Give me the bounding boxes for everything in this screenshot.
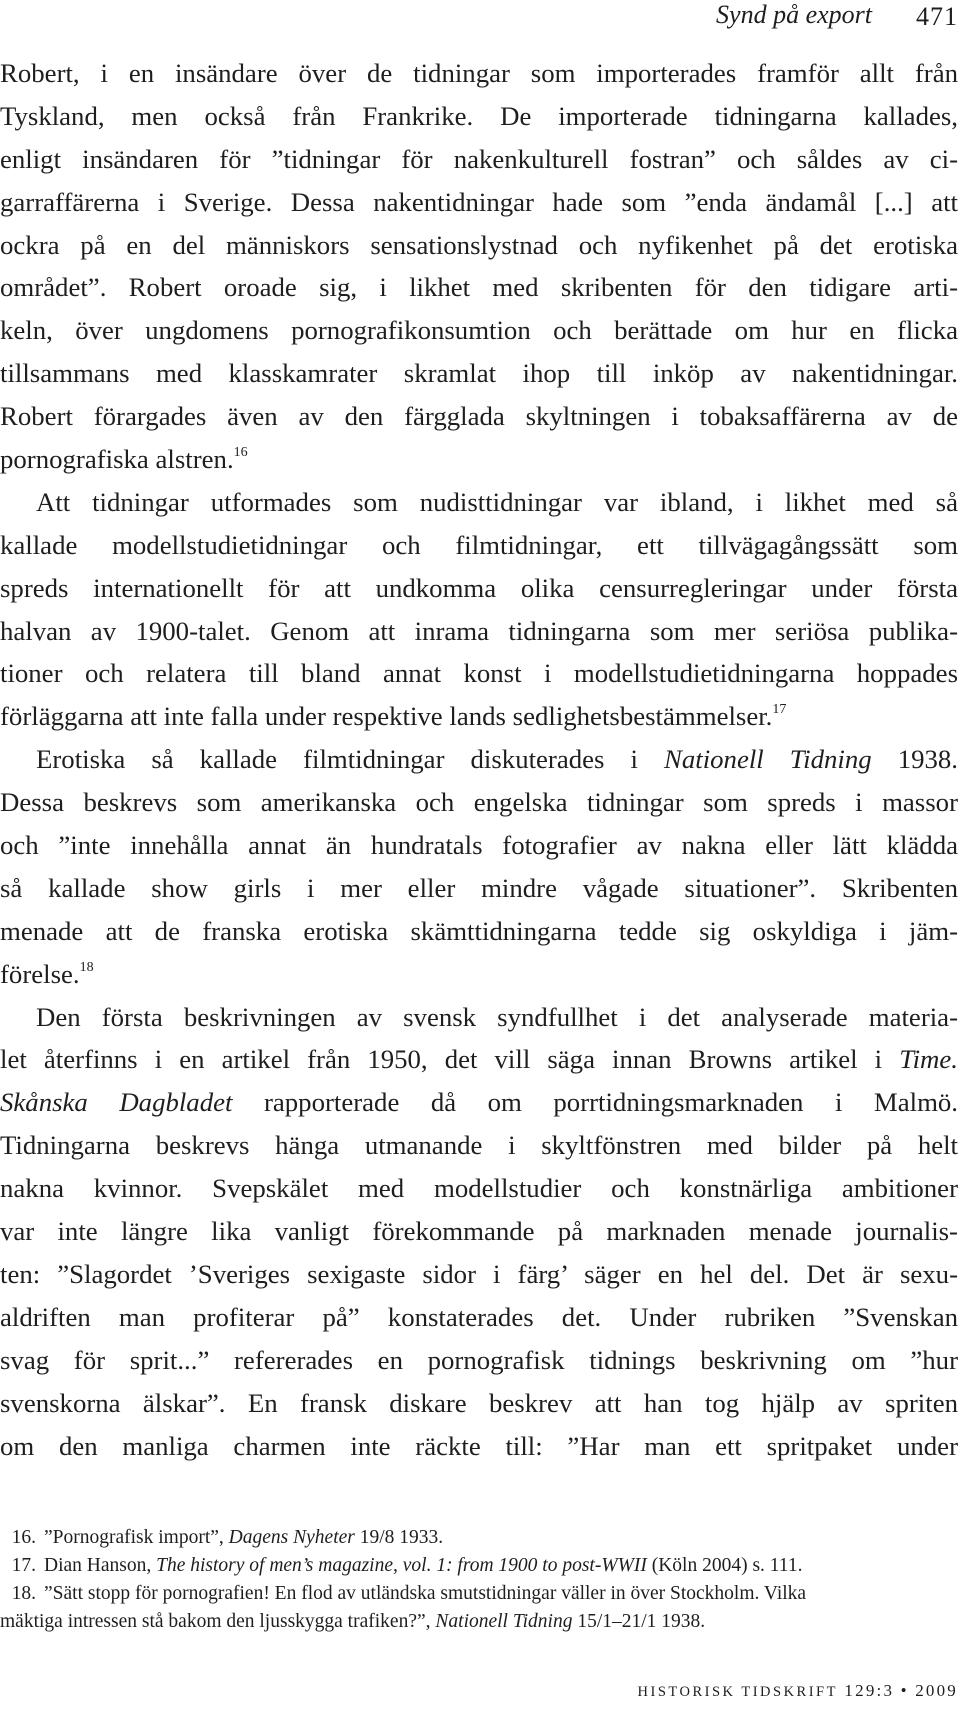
body-line: Att tidningar utformades som nudisttidningar var ibland, i likhet med så [36,486,958,517]
body-line: garraffärerna i Sverige. Dessa nakentidningar hade som ”enda ändamål [...] att [0,186,958,217]
page-footer [638,1680,958,1703]
body-line: kallade modellstudietidningar och filmtidningar, ett tillvägagångssätt som [0,529,958,560]
body-line: spreds internationellt för att undkomma olika censurregleringar under första [0,572,958,603]
footnote-number: 17. [11,1555,36,1576]
body-line: Robert förargades även av den färgglada skyltningen i tobaksaffärerna av de [0,401,958,432]
body-line: Robert, i en insändare över de tidningar som importerades framför allt från [0,58,958,88]
body-line: tioner och relatera till bland annat konst i modellstudietidningarna hoppades [0,658,958,689]
footnote-text: mäktiga intressen stå bakom den ljusskygga trafiken?”, [0,1611,431,1632]
body-line: enligt insändaren för ”tidningar för nakenkulturell fostran” och såldes av ci- [0,143,958,174]
body-line: var inte längre lika vanligt förekommande på marknaden menade journalis- [0,1216,958,1247]
footnote-17 [0,1552,958,1580]
body-line-text: Erotiska så kallade filmtidningar diskuterades i [36,744,638,775]
body-line: Dessa beskrevs som amerikanska och engelska tidningar som spreds i massor [0,787,958,818]
footnote-number: 16. [11,1527,36,1548]
note-ref: 17 [772,702,787,718]
footnote-number: 18. [11,1583,36,1604]
body-line-text: pornografiska alstren. [0,444,234,475]
body-line: Tyskland, men också från Frankrike. De importerade tidningarna kallades, [0,100,958,131]
body-line: om den manliga charmen inte räckte till: ”Har man ett spritpaket under [0,1430,958,1461]
footnote-text: Dian Hanson, [44,1555,152,1576]
footnote-18-continued [0,1608,958,1636]
body-line-text: 1938. [897,744,958,775]
periodical-title: Time. [899,1044,958,1075]
body-line: halvan av 1900-talet. Genom att inrama tidningarna som mer seriösa publika- [0,615,958,646]
body-line: tillsammans med klasskamrater skramlat ihop till inköp av nakentidningar. [0,358,958,389]
body-line: aldriften man profiterar på” konstaterades det. Under rubriken ”Svenskan [0,1301,958,1332]
footnote-text: (Köln 2004) s. 111. [651,1555,803,1576]
body-line: svenskorna älskar”. En fransk diskare beskrev att han tog hjälp av spriten [0,1387,958,1418]
body-line: Tidningarna beskrevs hänga utmanande i skyltfönstren med bilder på helt [0,1130,958,1161]
footnote-18 [0,1580,958,1608]
body-line-text: rapporterade då om porrtidningsmarknaden i Malmö. [263,1087,958,1118]
body-line: området”. Robert oroade sig, i likhet med skribenten för den tidigare arti- [0,272,958,303]
footnote-text: 19/8 1933. [359,1527,444,1548]
journal-name: HISTORISK TIDSKRIFT [637,1684,838,1700]
body-line: ten: ”Slagordet ’Sveriges sexigaste sidor i färg’ säger en hel del. Det är sexu- [0,1258,958,1289]
footnote-text: 15/1–21/1 1938. [577,1611,706,1632]
body-line-text: förläggarna att inte falla under respektive lands sedlighetsbestämmelser. [0,701,773,732]
body-line: Den första beskrivningen av svensk syndfullhet i det analyserade materia- [36,1001,958,1032]
body-line: menade att de franska erotiska skämttidningarna tedde sig oskyldiga i jäm- [0,915,958,946]
body-line [0,695,958,738]
journal-issue: 129:3 • 2009 [844,1681,958,1700]
footnote-title: Dagens Nyheter [228,1527,355,1548]
body-line [0,1038,958,1081]
footnote-text: ”Pornografisk import”, [44,1527,224,1548]
body-line: svag för sprit...” refererades en pornografisk tidnings beskrivning om ”hur [0,1344,958,1375]
body-line-text: let återfinns i en artikel från 1950, det vill säga innan Browns artikel i [0,1044,883,1075]
note-ref: 16 [233,445,248,461]
body-line [0,1081,958,1124]
footnote-title: Nationell Tidning [435,1611,573,1632]
footnotes [0,1524,958,1636]
body-line [0,953,958,996]
footnote-text: ”Sätt stopp för pornografien! En flod av utländska smutstidningar väller in över Stockholm. Vilka [44,1583,807,1604]
body-line: ockra på en del människors sensationslystnad och nyfikenhet på det erotiska [0,229,958,260]
body-line: och ”inte innehålla annat än hundratals fotografier av nakna eller lätt klädda [0,830,958,861]
running-head: Synd på export [716,0,872,29]
page-header [0,0,960,34]
footnote-16 [0,1524,958,1552]
body-line-text: förelse. [0,958,80,989]
body-line: nakna kvinnor. Svepskälet med modellstudier och konstnärliga ambitioner [0,1173,958,1204]
periodical-title: Skånska Dagbladet [0,1087,233,1118]
body-line: keln, över ungdomens pornografikonsumtion och berättade om hur en flicka [0,315,958,346]
periodical-title: Nationell Tidning [663,744,872,775]
body-line: så kallade show girls i mer eller mindre vågade situationer”. Skribenten [0,872,958,903]
body-line [0,738,958,781]
note-ref: 18 [79,959,94,975]
footnote-title: The history of men’s magazine, vol. 1: from 1900 to post-WWII [156,1555,647,1576]
page-number: 471 [916,2,958,31]
article-body [0,52,958,1467]
body-line [0,438,958,481]
